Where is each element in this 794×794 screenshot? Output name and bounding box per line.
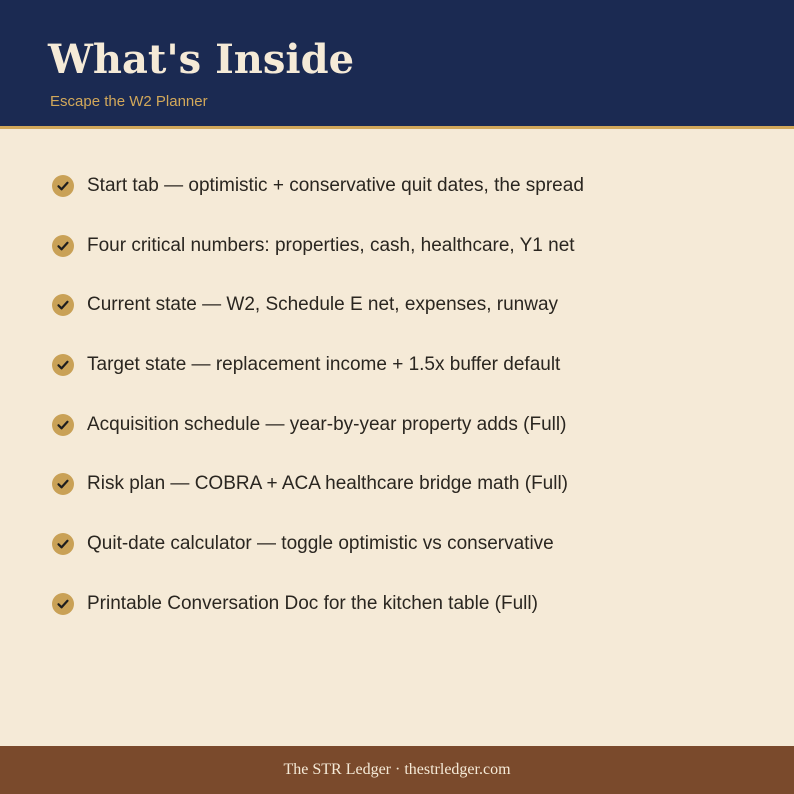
list-item-text: Target state — replacement income + 1.5x buffer default [87, 354, 561, 376]
check-circle-icon [52, 473, 74, 495]
list-item [52, 526, 772, 562]
list-item [52, 287, 772, 323]
list-item-text: Acquisition schedule — year-by-year property adds (Full) [87, 413, 567, 435]
list-item [52, 168, 772, 204]
check-circle-icon [52, 593, 74, 615]
page-subtitle: Escape the W2 Planner [50, 93, 208, 110]
list-item-text: Start tab — optimistic + conservative quit dates, the spread [87, 175, 584, 196]
list-item [52, 466, 772, 502]
list-item-text: Risk plan — COBRA + ACA healthcare bridge math (Full) [87, 473, 569, 495]
check-circle-icon [52, 235, 74, 257]
check-circle-icon [52, 414, 74, 436]
list-item [52, 228, 772, 264]
list-item-text: Current state — W2, Schedule E net, expenses, runway [87, 294, 559, 316]
page-title: What's Inside [48, 36, 355, 83]
list-item-text: Four critical numbers: properties, cash, healthcare, Y1 net [87, 234, 575, 256]
footer-text: The STR Ledger · thestrledger.com [283, 761, 511, 778]
list-item [52, 586, 772, 622]
check-circle-icon [52, 294, 74, 316]
footer-bar [0, 746, 794, 794]
check-circle-icon [52, 354, 74, 376]
list-item-text: Printable Conversation Doc for the kitchen table (Full) [87, 592, 538, 614]
feature-list [52, 168, 772, 646]
check-circle-icon [52, 175, 74, 197]
list-item [52, 407, 772, 443]
header-banner [0, 0, 794, 129]
list-item-text: Quit-date calculator — toggle optimistic vs conservative [87, 533, 554, 555]
list-item [52, 347, 772, 383]
check-circle-icon [52, 533, 74, 555]
